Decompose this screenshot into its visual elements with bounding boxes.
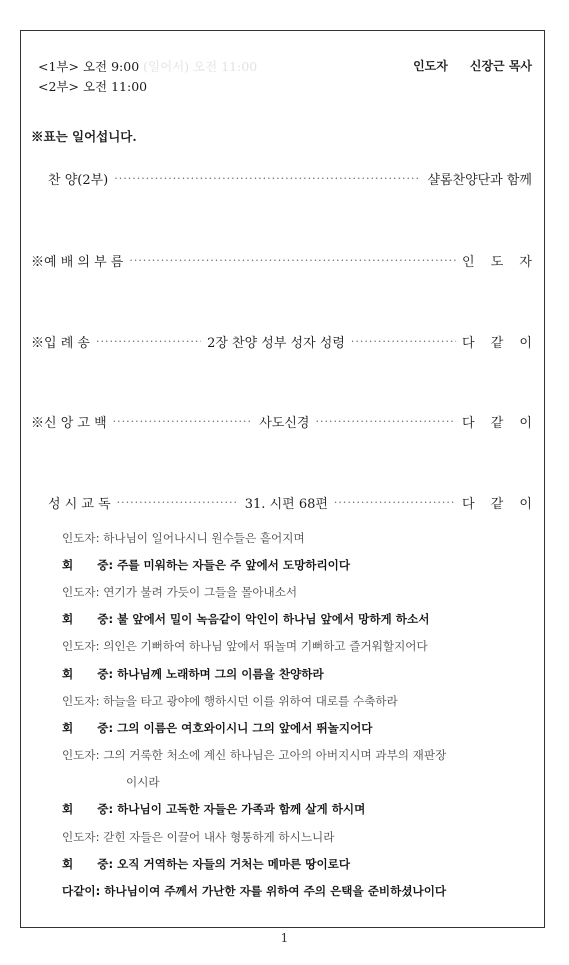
- service-time-2: <2부> 오전 11:00: [38, 79, 148, 94]
- reading-line: 회 중 : 불 앞에서 밀이 녹음같이 악인이 하나님 앞에서 망하게 하소서: [62, 612, 430, 627]
- order-right: 다 같 이: [462, 496, 538, 512]
- order-right: 인 도 자: [462, 254, 538, 270]
- dot-leader: [113, 415, 254, 428]
- dot-leader: [315, 415, 456, 428]
- dot-leader: [351, 335, 456, 348]
- order-right: 샬롬찬양단과 함께: [427, 172, 532, 188]
- reading-line: 인도자 : 의인은 기뻐하여 하나님 앞에서 뛰놀며 기뻐하고 즐거워할지어다: [62, 639, 428, 654]
- dot-leader: [96, 335, 201, 348]
- reading-line: 인도자 : 연기가 불려 가듯이 그들을 몰아내소서: [62, 584, 298, 599]
- dot-leader: [129, 254, 456, 267]
- faint-text: (일어서) 오전 11:00: [143, 59, 258, 74]
- page-number: 1: [280, 931, 289, 945]
- order-mid: 2장 찬양 성부 성자 성령: [207, 335, 345, 351]
- reading-line: 회 중 : 하나님께 노래하며 그의 이름을 찬양하라: [62, 666, 324, 681]
- reading-line: 인도자 : 갇힌 자들은 이끌어 내사 형통하게 하시느니라: [62, 829, 335, 844]
- leader-label: 인도자: [413, 59, 448, 73]
- reading-line: 회 중 : 주를 미워하는 자들은 주 앞에서 도망하리이다: [62, 557, 351, 572]
- order-label: 성 시 교 독: [48, 496, 111, 512]
- reading-line: 회 중 : 그의 이름은 여호와이시니 그의 앞에서 뛰놀지어다: [62, 720, 373, 735]
- order-label: ※신 앙 고 백: [31, 415, 107, 431]
- reading-line: 인도자 : 그의 거룩한 처소에 계신 하나님은 고아의 아버지시며 과부의 재판장: [62, 748, 447, 763]
- reading-line: 회 중 : 오직 거역하는 자들의 거처는 메마른 땅이로다: [62, 856, 351, 871]
- dot-leader: [114, 172, 421, 185]
- dot-leader: [334, 496, 456, 509]
- order-label: ※입 례 송: [31, 335, 90, 351]
- order-label: 찬 양(2부): [48, 172, 109, 188]
- leader-name: 신장근 목사: [469, 59, 532, 73]
- order-row-praise: [48, 168, 532, 188]
- reading-line: 인도자 : 하나님이 일어나시니 원수들은 흩어지며: [62, 530, 305, 545]
- order-row-hymn: [31, 331, 538, 351]
- dot-leader: [117, 496, 239, 509]
- service-time-1: <1부> 오전 9:00 (일어서) 오전 11:00: [38, 59, 258, 74]
- order-right: 다 같 이: [462, 335, 538, 351]
- order-row-psalm: [48, 492, 538, 512]
- leader-info: [413, 57, 532, 74]
- order-row-creed: [31, 411, 538, 431]
- reading-line-all: 다같이 : 하나님이여 주께서 가난한 자를 위하여 주의 은택을 준비하셨나이다: [62, 884, 447, 899]
- responsive-reading: [62, 524, 532, 905]
- order-right: 다 같 이: [462, 415, 538, 431]
- order-label: ※예 배 의 부 름: [31, 254, 124, 270]
- reading-line-continued: 이시라: [126, 775, 160, 790]
- order-mid: 31. 시편 68편: [244, 496, 328, 512]
- order-mid: 사도신경: [259, 415, 310, 431]
- reading-line: 인도자 : 하늘을 타고 광야에 행하시던 이를 위하여 대로를 수축하라: [62, 693, 398, 708]
- order-row-call: [31, 250, 538, 270]
- standing-note: ※표는 일어섭니다.: [31, 129, 137, 144]
- reading-line: 회 중 : 하나님이 고독한 자들은 가족과 함께 살게 하시며: [62, 802, 366, 817]
